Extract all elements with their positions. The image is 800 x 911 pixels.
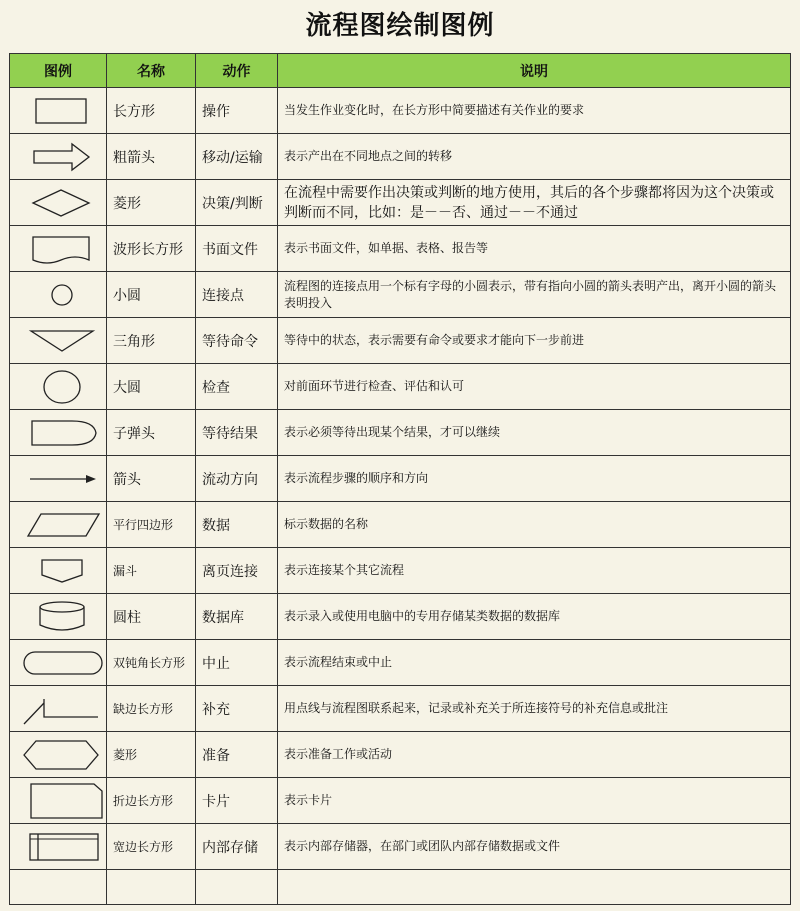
action-cell: 等待命令 xyxy=(196,318,278,364)
description-cell: 表示卡片 xyxy=(278,778,791,824)
header-name: 名称 xyxy=(107,54,196,88)
action-cell: 书面文件 xyxy=(196,226,278,272)
symbol-cell xyxy=(10,318,107,364)
action-cell: 移动/运输 xyxy=(196,134,278,180)
name-cell: 双钝角长方形 xyxy=(107,640,196,686)
action-cell: 卡片 xyxy=(196,778,278,824)
wavy-rectangle-icon xyxy=(16,229,106,269)
name-cell: 长方形 xyxy=(107,88,196,134)
parallelogram-icon xyxy=(16,505,106,545)
description-cell: 当发生作业变化时，在长方形中简要描述有关作业的要求 xyxy=(278,88,791,134)
name-cell: 粗箭头 xyxy=(107,134,196,180)
empty-cell xyxy=(107,870,196,905)
name-cell: 圆柱 xyxy=(107,594,196,640)
table-row xyxy=(10,226,791,272)
action-cell: 检查 xyxy=(196,364,278,410)
funnel-icon xyxy=(16,551,106,591)
symbol-cell xyxy=(10,456,107,502)
symbol-cell xyxy=(10,824,107,870)
description-cell: 对前面环节进行检查、评估和认可 xyxy=(278,364,791,410)
action-cell: 准备 xyxy=(196,732,278,778)
header-description: 说明 xyxy=(278,54,791,88)
symbol-cell xyxy=(10,548,107,594)
table-row xyxy=(10,502,791,548)
symbol-cell xyxy=(10,502,107,548)
action-cell: 流动方向 xyxy=(196,456,278,502)
action-cell: 离页连接 xyxy=(196,548,278,594)
description-cell: 表示准备工作或活动 xyxy=(278,732,791,778)
name-cell: 平行四边形 xyxy=(107,502,196,548)
description-cell: 用点线与流程图联系起来，记录或补充关于所连接符号的补充信息或批注 xyxy=(278,686,791,732)
action-cell: 连接点 xyxy=(196,272,278,318)
action-cell: 内部存储 xyxy=(196,824,278,870)
symbol-cell xyxy=(10,594,107,640)
description-cell: 流程图的连接点用一个标有字母的小圆表示，带有指向小圆的箭头表明产出，离开小圆的箭头表明投入 xyxy=(278,272,791,318)
symbol-cell xyxy=(10,88,107,134)
name-cell: 三角形 xyxy=(107,318,196,364)
name-cell: 波形长方形 xyxy=(107,226,196,272)
name-cell: 缺边长方形 xyxy=(107,686,196,732)
thick-arrow-icon xyxy=(16,137,106,177)
rounded-rectangle-icon xyxy=(16,643,106,683)
table-row xyxy=(10,778,791,824)
table-row xyxy=(10,640,791,686)
empty-row xyxy=(10,870,791,905)
name-cell: 菱形 xyxy=(107,732,196,778)
symbol-cell xyxy=(10,640,107,686)
name-cell: 宽边长方形 xyxy=(107,824,196,870)
name-cell: 折边长方形 xyxy=(107,778,196,824)
symbol-cell xyxy=(10,180,107,226)
symbol-cell xyxy=(10,272,107,318)
hexagon-icon xyxy=(16,735,106,775)
name-cell: 小圆 xyxy=(107,272,196,318)
table-row xyxy=(10,456,791,502)
name-cell: 子弹头 xyxy=(107,410,196,456)
small-circle-icon xyxy=(16,275,106,315)
description-cell: 表示录入或使用电脑中的专用存储某类数据的数据库 xyxy=(278,594,791,640)
table-row xyxy=(10,364,791,410)
table-row xyxy=(10,318,791,364)
symbol-cell xyxy=(10,686,107,732)
table-row xyxy=(10,88,791,134)
description-cell: 表示流程结束或中止 xyxy=(278,640,791,686)
header-action: 动作 xyxy=(196,54,278,88)
action-cell: 决策/判断 xyxy=(196,180,278,226)
card-icon xyxy=(16,781,106,821)
symbol-cell xyxy=(10,226,107,272)
bullet-icon xyxy=(16,413,106,453)
name-cell: 箭头 xyxy=(107,456,196,502)
action-cell: 中止 xyxy=(196,640,278,686)
diamond-icon xyxy=(16,183,106,223)
table-row xyxy=(10,272,791,318)
header-symbol: 图例 xyxy=(10,54,107,88)
table-row xyxy=(10,410,791,456)
description-cell: 等待中的状态，表示需要有命令或要求才能向下一步前进 xyxy=(278,318,791,364)
description-cell: 表示必须等待出现某个结果，才可以继续 xyxy=(278,410,791,456)
symbol-cell xyxy=(10,732,107,778)
description-cell: 表示书面文件，如单据、表格、报告等 xyxy=(278,226,791,272)
description-cell: 表示连接某个其它流程 xyxy=(278,548,791,594)
action-cell: 操作 xyxy=(196,88,278,134)
description-cell: 表示流程步骤的顺序和方向 xyxy=(278,456,791,502)
table-row xyxy=(10,594,791,640)
annotation-icon xyxy=(16,689,106,729)
arrow-icon xyxy=(16,459,106,499)
table-row xyxy=(10,134,791,180)
rectangle-icon xyxy=(16,91,106,131)
large-circle-icon xyxy=(16,367,106,407)
description-cell: 在流程中需要作出决策或判断的地方使用，其后的各个步骤都将因为这个决策或判断而不同，比如：是－－否、通过－－不通过 xyxy=(278,180,791,226)
action-cell: 等待结果 xyxy=(196,410,278,456)
page-title: 流程图绘制图例 xyxy=(305,11,495,41)
description-cell: 表示内部存储器，在部门或团队内部存储数据或文件 xyxy=(278,824,791,870)
action-cell: 数据库 xyxy=(196,594,278,640)
action-cell: 补充 xyxy=(196,686,278,732)
symbol-cell xyxy=(10,134,107,180)
table-row xyxy=(10,686,791,732)
internal-storage-icon xyxy=(16,827,106,867)
symbol-cell xyxy=(10,410,107,456)
empty-cell xyxy=(278,870,791,905)
table-row xyxy=(10,180,791,226)
table-row xyxy=(10,732,791,778)
cylinder-icon xyxy=(16,597,106,637)
name-cell: 漏斗 xyxy=(107,548,196,594)
table-row xyxy=(10,548,791,594)
empty-cell xyxy=(196,870,278,905)
description-cell: 标示数据的名称 xyxy=(278,502,791,548)
description-cell: 表示产出在不同地点之间的转移 xyxy=(278,134,791,180)
header-row xyxy=(10,54,791,88)
legend-table xyxy=(9,53,791,905)
name-cell: 菱形 xyxy=(107,180,196,226)
symbol-cell xyxy=(10,364,107,410)
triangle-icon xyxy=(16,321,106,361)
table-row xyxy=(10,824,791,870)
name-cell: 大圆 xyxy=(107,364,196,410)
action-cell: 数据 xyxy=(196,502,278,548)
empty-cell xyxy=(10,870,107,905)
symbol-cell xyxy=(10,778,107,824)
